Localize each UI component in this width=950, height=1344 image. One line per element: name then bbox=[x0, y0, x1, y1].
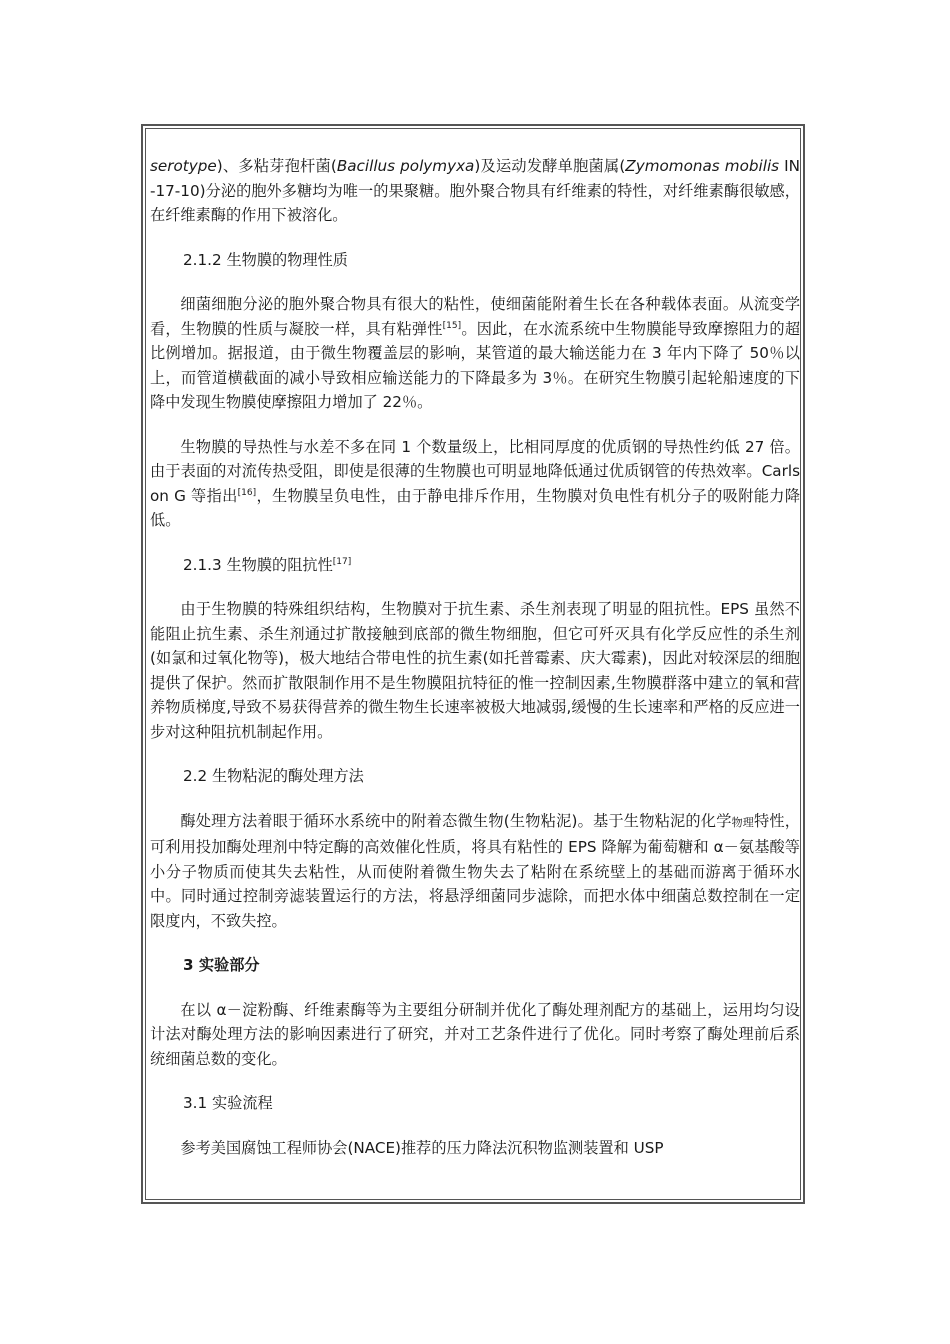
text-run: )、多粘芽孢杆菌( bbox=[216, 157, 337, 175]
text-run: ，生物膜呈负电性，由于静电排斥作用，生物膜对负电性有机分子的吸附能力降低。 bbox=[150, 486, 801, 529]
paragraph-resistance: 由于生物膜的特殊组织结构，生物膜对于抗生素、杀生剂表现了明显的阻抗性。EPS 虽然不能阻止抗生素、杀生剂通过扩散接触到底部的微生物细胞，但它可歼灭具有化学反应性的杀生剂(如氯和过氧化物等)，极大地结合带电性的抗生素(如托普霉素、庆大霉素)，因此对较深层的细胞提供了保护。然而扩散限制作用不是生物膜阻抗特征的惟一控制因素,生物膜群落中建立的氧和营养物质梯度,导致不易获得营养的微生物生长速率被极大地减弱,缓慢的生长速率和严格的反应进一步对这种阻抗机制起作用。 bbox=[150, 600, 800, 741]
paragraph-physical-properties bbox=[150, 292, 800, 415]
text-run: )及运动发酵单胞菌属( bbox=[474, 157, 626, 175]
document-body bbox=[150, 154, 800, 1180]
citation-17: [17] bbox=[332, 556, 352, 567]
text-run: 酶处理方法着眼于循环水系统中的附着态微生物(生物粘泥)。基于生物粘泥的化学 bbox=[180, 811, 732, 830]
heading-text: 2.1.3 生物膜的阻抗性 bbox=[183, 555, 333, 574]
text-run-small: 物理 bbox=[731, 815, 755, 829]
paragraph-experiment-flow: 参考美国腐蚀工程师协会(NACE)推荐的压力降法沉积物监测装置和 USP bbox=[180, 1138, 664, 1157]
heading-2-2: 2.2 生物粘泥的酶处理方法 bbox=[183, 767, 364, 785]
citation-15: [15] bbox=[442, 320, 462, 331]
heading-2-1-3 bbox=[150, 553, 800, 578]
term-serotype: serotype bbox=[150, 157, 217, 175]
heading-2-1-2: 2.1.2 生物膜的物理性质 bbox=[183, 250, 348, 269]
text-run: 特性，可利用投加酶处理剂中特定酶的高效催化性质，将具有粘性的 EPS 降解为葡萄糖和 α－氨基酸等小分子物质而使其失去粘性，从而使附着微生物失去了粘附在系统壁上的基础而游离于循环水中。同时通过控制旁滤装置运行的方法，将悬浮细菌同步滤除，而把水体中细菌总数控制在一定限度内，不致失控。 bbox=[150, 811, 800, 930]
paragraph-thermal-conductivity bbox=[150, 435, 800, 533]
text-run: 生物膜的导热性与水差不多在同 1 个数量级上，比相同厚度的优质钢的导热性约低 27 倍。由于表面的对流传热受阻，即使是很薄的生物膜也可明显地降低通过优质钢管的传热效率。Carlson G 等指出 bbox=[150, 437, 800, 505]
text-run: 。因此，在水流系统中生物膜能导致摩擦阻力的超比例增加。据报道，由于微生物覆盖层的影响，某管道的最大输送能力在 3 年内下降了 50％以上，而管道横截面的减小导致相应输送能力的下降最多为 3％。在研究生物膜引起轮船速度的下降中发现生物膜使摩擦阻力增加了 22％。 bbox=[150, 319, 801, 411]
term-zymomonas: Zymomonas mobilis bbox=[625, 157, 780, 175]
text-run: IN-17-10)分泌的胞外多糖均为唯一的果聚糖。胞外聚合物具有纤维素的特性，对纤维素酶很敏感，在纤维素酶的作用下被溶化。 bbox=[150, 157, 800, 224]
paragraph-experiment-intro: 在以 α－淀粉酶、纤维素酶等为主要组分研制并优化了酶处理剂配方的基础上，运用均匀设计法对酶处理方法的影响因素进行了研究，并对工艺条件进行了优化。同时考察了酶处理前后系统细菌总数的变化。 bbox=[150, 1000, 800, 1068]
text-run: 细菌细胞分泌的胞外聚合物具有很大的粘性，使细菌能附着生长在各种载体表面。从流变学看，生物膜的性质与凝胶一样，具有粘弹性 bbox=[150, 295, 800, 338]
citation-16: [16] bbox=[237, 487, 257, 498]
paragraph-enzyme-method bbox=[150, 809, 800, 934]
paragraph-continuation bbox=[150, 154, 800, 228]
heading-3-1: 3.1 实验流程 bbox=[183, 1094, 273, 1112]
heading-3: 3 实验部分 bbox=[183, 956, 260, 974]
term-bacillus: Bacillus polymyxa bbox=[336, 157, 475, 175]
